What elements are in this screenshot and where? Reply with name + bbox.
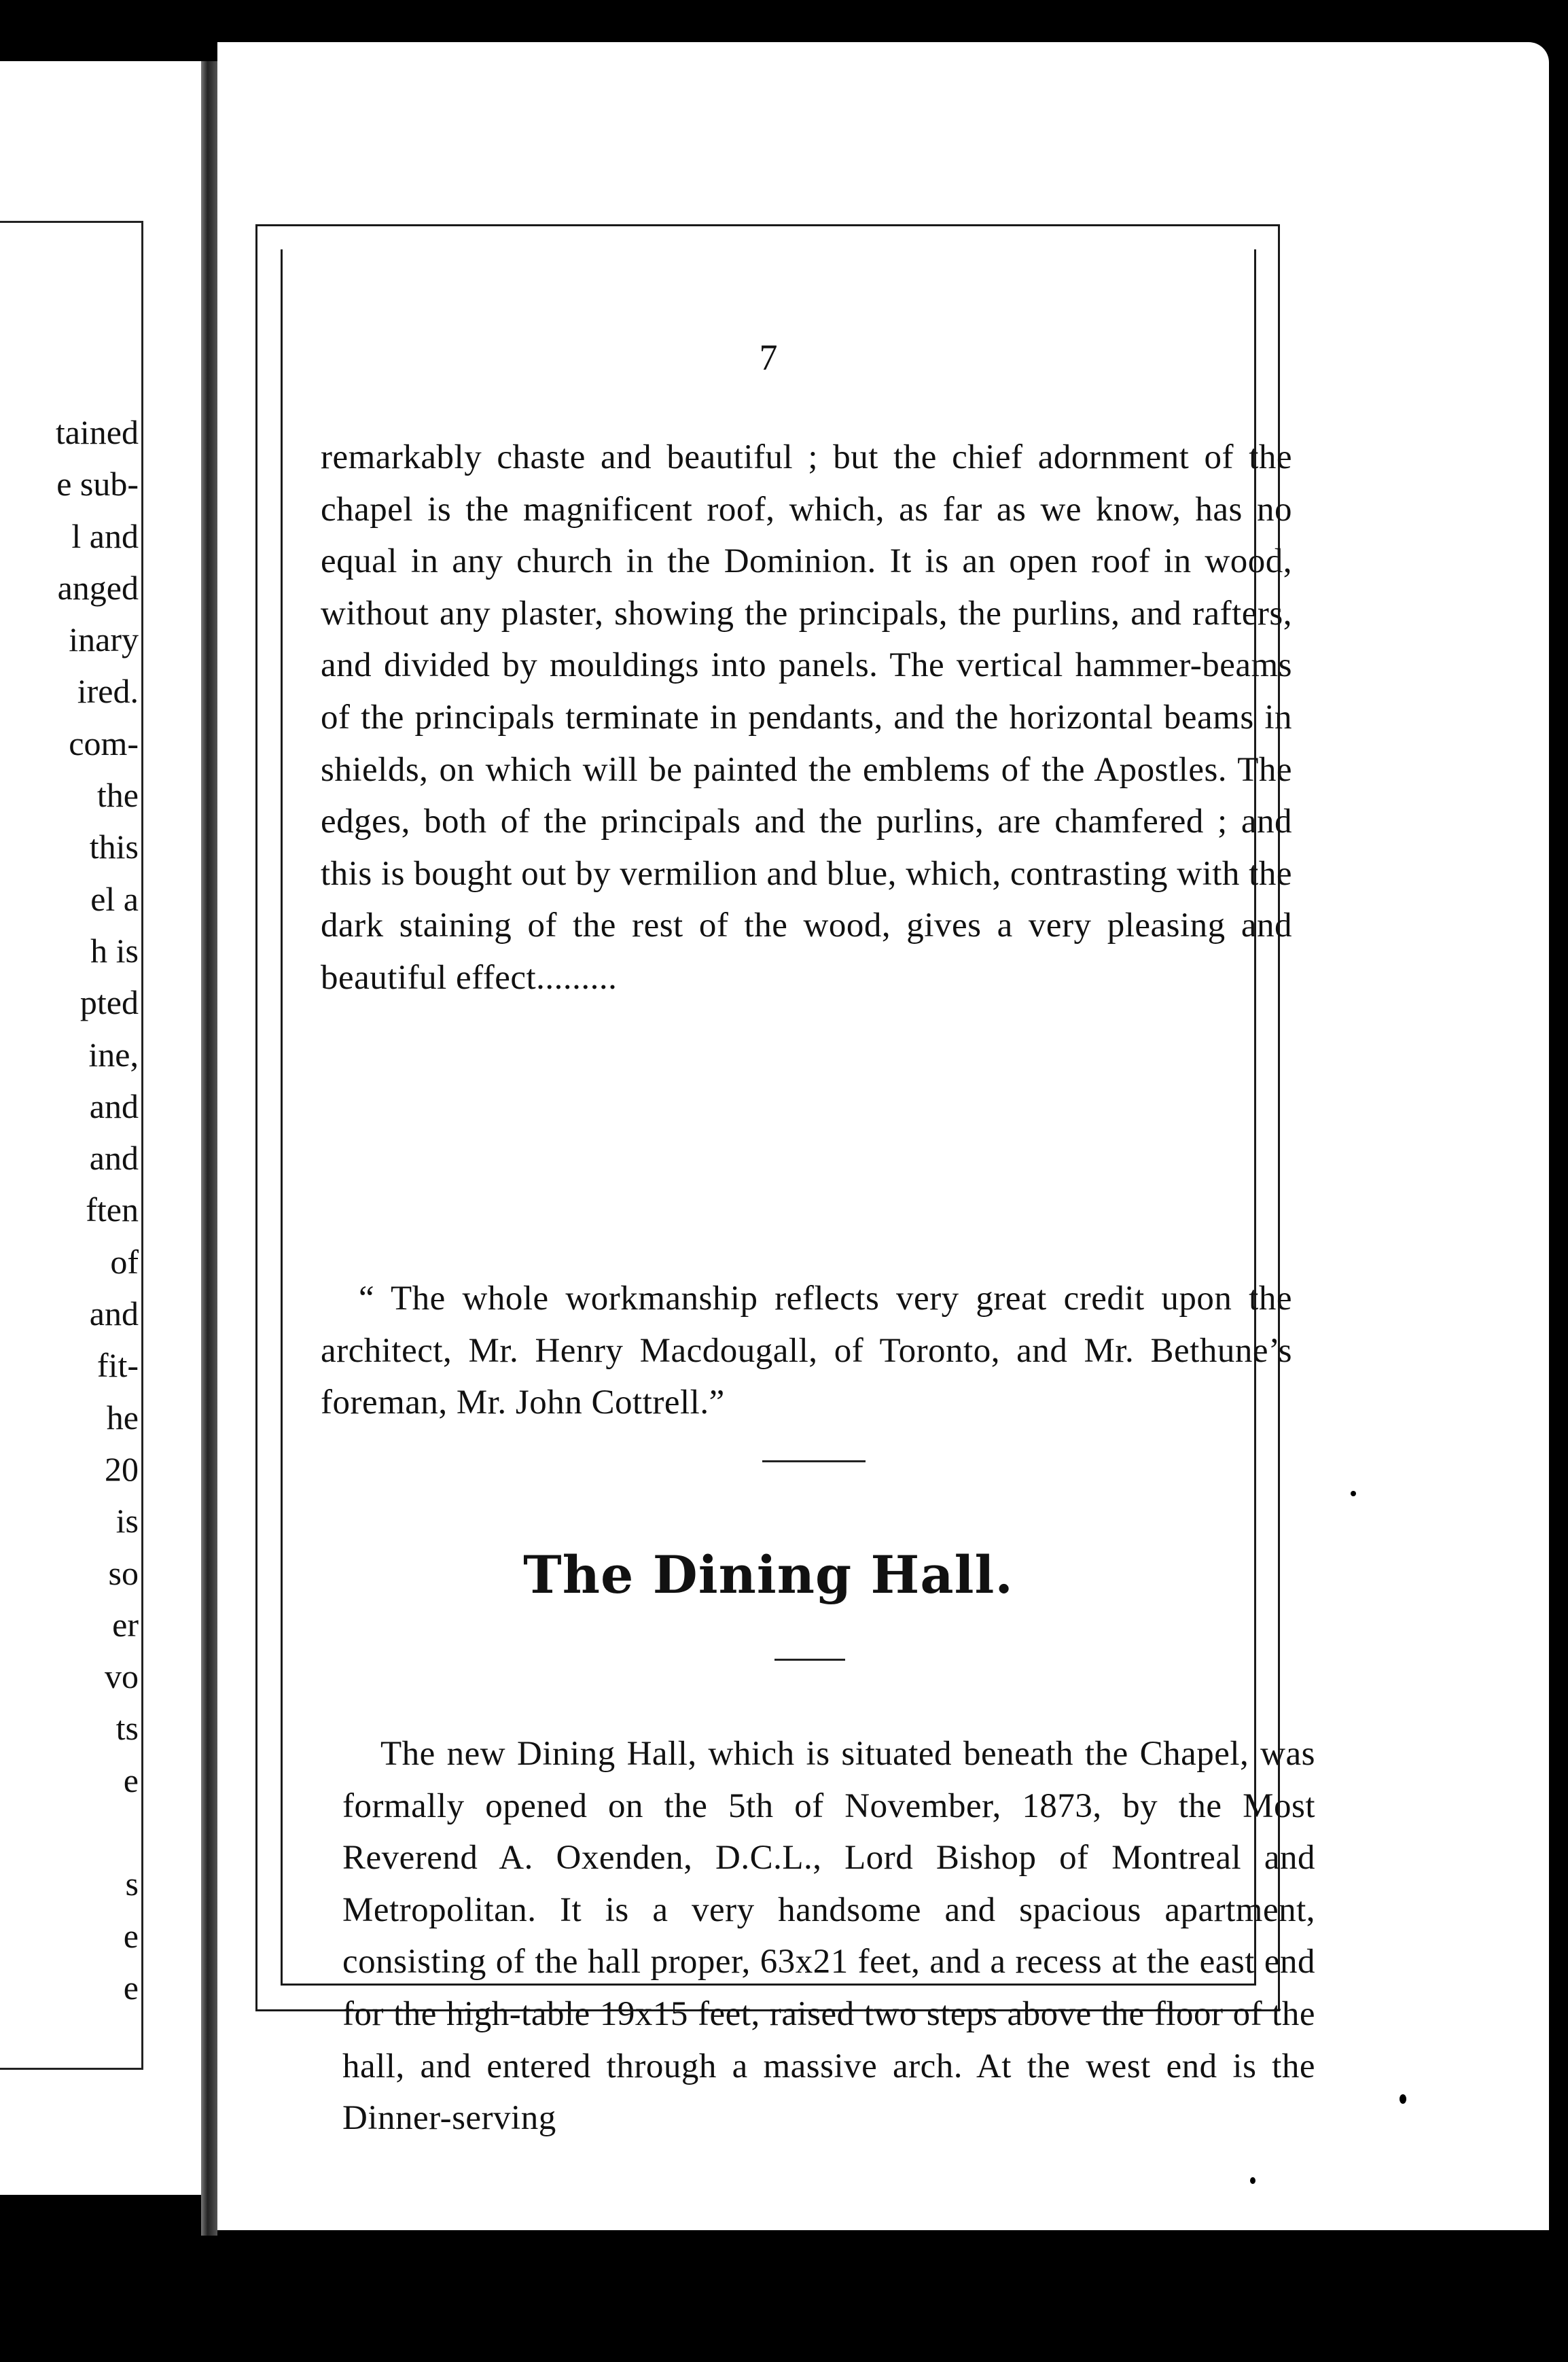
facing-page-line: s (125, 1865, 139, 1903)
paragraph-text: “ The whole workmanship reflects very great credit upon the architect, Mr. Henry Macdougall, of Toronto, and Mr. Bethune’s foreman, Mr. John Cottrell.” (321, 1280, 1292, 1422)
facing-page-line: vo (105, 1657, 139, 1696)
facing-page-line: e (123, 1916, 139, 1955)
body-paragraph-quote (321, 1273, 1292, 1429)
facing-page (0, 61, 204, 2195)
facing-page-line: pted (79, 983, 139, 1022)
facing-page-line: e (123, 1968, 139, 2007)
book-gutter (201, 61, 217, 2236)
facing-page-line (56, 1806, 139, 1858)
facing-page-line: of (110, 1242, 139, 1281)
paragraph-text: remarkably chaste and beautiful ; but the chief adornment of the chapel is the magnificent roof, which, as far as we know, has no equal in any church in the Dominion. It is an open roof in wood, without any plaster, showing the principals, the purlins, and rafters, and divided by mouldings into panels. The vertical hammer-beams of the principals terminate in pendants, and the horizontal beams in shields, on which will be painted the emblems of the Apostles. The edges, both of the principals and the purlins, are chamfered ; and this is bought out by vermilion and blue, which, contrasting with the dark staining of the rest of the wood, gives a very pleasing and beautiful effect......... (321, 438, 1292, 997)
facing-page-line: and (89, 1139, 139, 1178)
facing-page-line: the (96, 776, 139, 815)
facing-page-line: anged (57, 568, 139, 607)
section-heading: The Dining Hall. (523, 1545, 1014, 1605)
facing-page-line: is (115, 1502, 139, 1540)
facing-page-text (56, 406, 139, 2013)
facing-page-line: e (123, 1761, 139, 1799)
book-page (217, 42, 1549, 2230)
ink-speck (1400, 2094, 1406, 2104)
facing-page-line: h is (90, 931, 139, 970)
facing-page-line: and (89, 1294, 139, 1333)
facing-page-line: he (106, 1398, 139, 1436)
facing-page-line: l and (71, 516, 139, 555)
facing-page-line: ften (86, 1191, 139, 1229)
body-paragraph-dining-hall (342, 1728, 1315, 2145)
facing-page-line: e sub- (56, 465, 139, 504)
page-border-outer (255, 224, 1315, 2138)
facing-page-line: and (89, 1087, 139, 1125)
facing-page-line: 20 (105, 1449, 139, 1488)
facing-page-line: er (112, 1605, 139, 1644)
facing-page-line: com- (69, 724, 139, 762)
facing-page-line: ine, (88, 1035, 139, 1074)
body-paragraph-chapel-roof (321, 431, 1292, 1004)
facing-page-line: fit- (96, 1346, 139, 1385)
facing-page-line: tained (55, 413, 139, 451)
section-divider-top (762, 1460, 866, 1462)
facing-page-line: so (108, 1553, 139, 1592)
facing-page-line: ts (115, 1709, 139, 1748)
section-divider-bottom (774, 1659, 845, 1661)
ink-speck (1351, 1491, 1356, 1496)
facing-page-line: el a (90, 879, 139, 918)
page-border-inner (281, 249, 1315, 2138)
facing-page-line: ired. (77, 672, 139, 711)
ink-speck (1250, 2177, 1255, 2184)
facing-page-line: this (89, 828, 139, 866)
paragraph-text: The new Dining Hall, which is situated beneath the Chapel, was formally opened on the 5th of November, 1873, by the Most Reverend A. Oxenden, D.C.L., Lord Bishop of Montreal and Metropolitan. It is a very handsome and spacious apartment, consisting of the hall proper, 63x21 feet, and a recess at the east end for the high-table 19x15 feet, raised two steps above the floor of the hall, and entered through a massive arch. At the west end is the Dinner-serving (342, 1735, 1315, 2138)
facing-page-line: inary (69, 620, 139, 659)
page-number: 7 (759, 337, 778, 378)
